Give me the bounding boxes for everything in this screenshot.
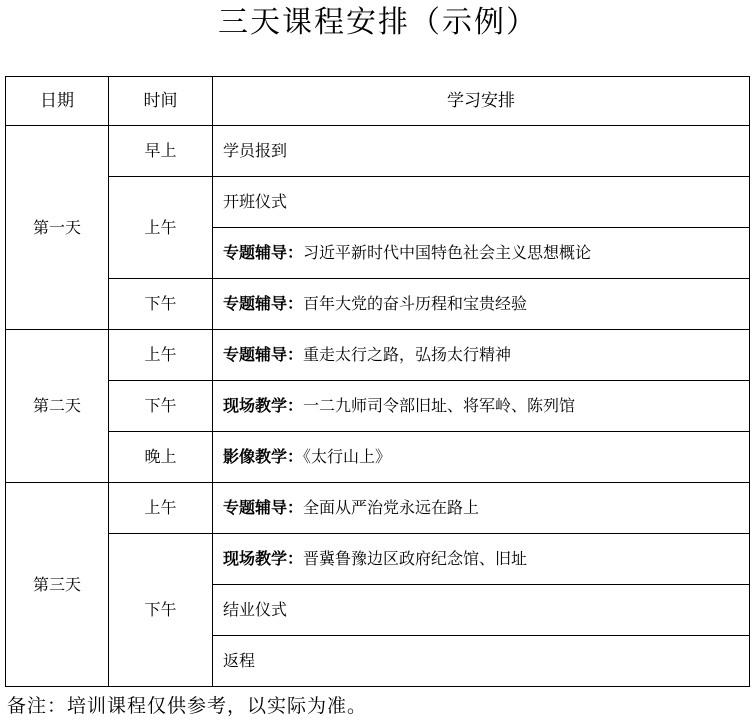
schedule-table xyxy=(5,76,750,687)
plan-type: 专题辅导： xyxy=(223,345,304,364)
plan-type: 现场教学： xyxy=(223,396,304,415)
time-cell: 上午 xyxy=(109,330,213,381)
time-cell: 下午 xyxy=(109,534,213,687)
plan-cell xyxy=(213,177,750,228)
page-title: 三天课程安排（示例） xyxy=(218,5,538,40)
table-row xyxy=(6,126,750,177)
plan-text: 《太行山上》 xyxy=(303,447,392,466)
table-row xyxy=(6,483,750,534)
plan-type: 影像教学： xyxy=(223,447,304,466)
footnote: 备注：培训课程仅供参考，以实际为准。 xyxy=(7,695,368,717)
table-row xyxy=(6,381,750,432)
plan-cell xyxy=(213,432,750,483)
plan-text: 习近平新时代中国特色社会主义思想概论 xyxy=(303,243,592,262)
plan-text: 一二九师司令部旧址、将军岭、陈列馆 xyxy=(303,396,576,415)
plan-text: 百年大党的奋斗历程和宝贵经验 xyxy=(303,294,528,313)
table-row xyxy=(6,177,750,228)
table-header-row xyxy=(6,77,750,126)
plan-text: 开班仪式 xyxy=(223,192,288,211)
plan-cell xyxy=(213,330,750,381)
table-row xyxy=(6,534,750,585)
plan-text: 重走太行之路，弘扬太行精神 xyxy=(303,345,512,364)
day-cell: 第三天 xyxy=(6,483,109,687)
plan-type: 专题辅导： xyxy=(223,243,304,262)
day-cell: 第一天 xyxy=(6,126,109,330)
plan-text: 晋冀鲁豫边区政府纪念馆、旧址 xyxy=(303,549,528,568)
plan-text: 学员报到 xyxy=(223,141,288,160)
plan-cell xyxy=(213,483,750,534)
plan-text: 全面从严治党永远在路上 xyxy=(303,498,480,517)
time-cell: 上午 xyxy=(109,177,213,279)
time-cell: 上午 xyxy=(109,483,213,534)
header-plan: 学习安排 xyxy=(213,77,750,126)
plan-cell xyxy=(213,126,750,177)
plan-cell xyxy=(213,534,750,585)
time-cell: 晚上 xyxy=(109,432,213,483)
day-cell: 第二天 xyxy=(6,330,109,483)
time-cell: 下午 xyxy=(109,381,213,432)
plan-cell xyxy=(213,381,750,432)
table-row xyxy=(6,279,750,330)
plan-type: 现场教学： xyxy=(223,549,304,568)
table-row xyxy=(6,330,750,381)
plan-cell xyxy=(213,585,750,636)
plan-text: 返程 xyxy=(223,651,256,670)
table-row xyxy=(6,432,750,483)
plan-type: 专题辅导： xyxy=(223,294,304,313)
plan-text: 结业仪式 xyxy=(223,600,288,619)
plan-cell xyxy=(213,636,750,687)
plan-cell xyxy=(213,228,750,279)
header-time: 时间 xyxy=(109,77,213,126)
header-date: 日期 xyxy=(6,77,109,126)
time-cell: 早上 xyxy=(109,126,213,177)
time-cell: 下午 xyxy=(109,279,213,330)
plan-type: 专题辅导： xyxy=(223,498,304,517)
plan-cell xyxy=(213,279,750,330)
